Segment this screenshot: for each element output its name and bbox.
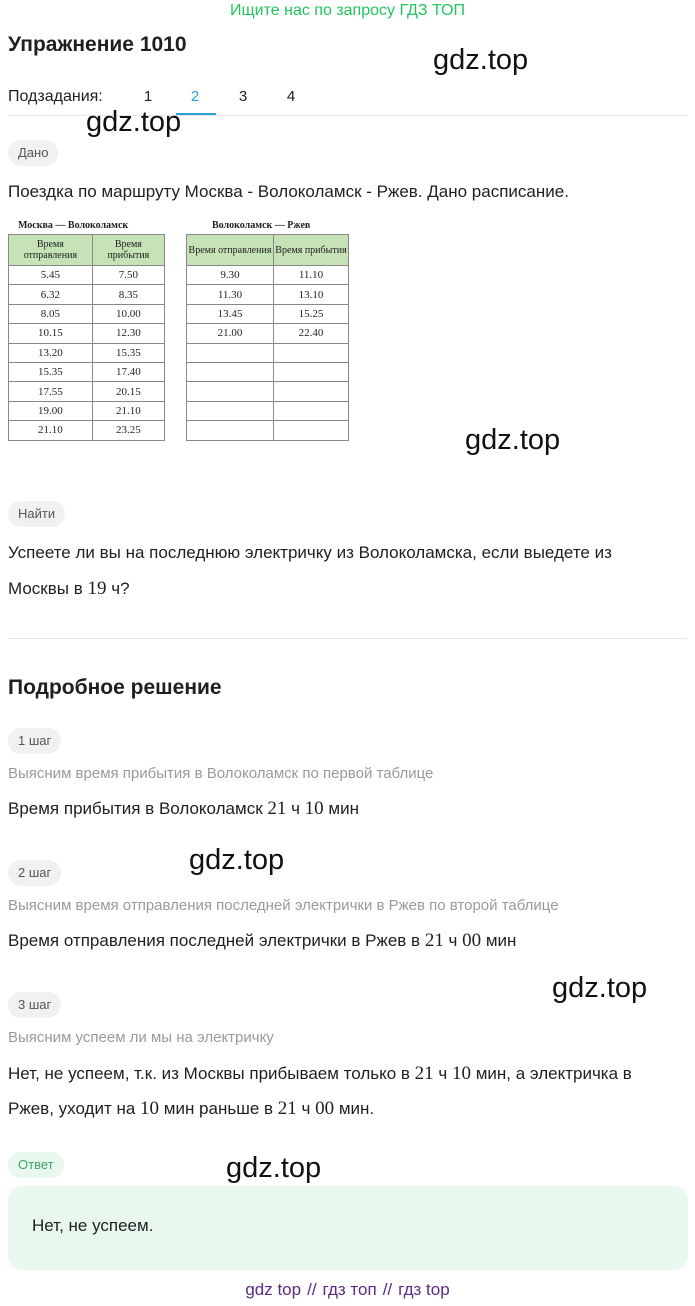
table-row: [187, 285, 349, 304]
table-cell: 8.05: [9, 304, 93, 323]
watermark: gdz.top: [86, 106, 182, 138]
given-tag: Дано: [8, 140, 58, 166]
search-banner[interactable]: Ищите нас по запросу ГДЗ ТОП: [230, 2, 465, 19]
table-cell: 5.45: [9, 266, 93, 285]
table-cell: 12.30: [92, 324, 164, 343]
text-fragment: ч?: [106, 579, 130, 598]
table2-header-arrival: Время прибытия: [273, 235, 348, 266]
table-cell: 21.00: [187, 324, 274, 343]
table-row: [9, 382, 165, 401]
step1-text: [8, 791, 359, 827]
math-number: 10: [140, 1098, 160, 1119]
table-cell: [187, 362, 274, 381]
table-cell: 7.50: [92, 266, 164, 285]
table-row: [187, 304, 349, 323]
text-fragment: Время прибытия в Волоколамск: [8, 799, 268, 818]
footer-separator: //: [382, 1280, 393, 1299]
find-text-line2: [8, 571, 130, 607]
table-row: [9, 304, 165, 323]
text-fragment: ч: [286, 799, 305, 818]
table-cell: 13.20: [9, 343, 93, 362]
footer-link[interactable]: gdz top: [245, 1280, 302, 1299]
table-row: [187, 324, 349, 343]
table-cell: [187, 421, 274, 440]
table-row: [187, 362, 349, 381]
math-number: 21: [267, 798, 287, 819]
footer-link[interactable]: гдз top: [398, 1280, 450, 1299]
find-text-line1: Успеете ли вы на последнюю электричку из Волоколамска, если выедете из: [8, 543, 612, 562]
watermark: gdz.top: [433, 44, 529, 76]
table-row: [9, 324, 165, 343]
math-number: 21: [424, 930, 444, 951]
table-cell: [273, 382, 348, 401]
table-cell: 20.15: [92, 382, 164, 401]
table-row: [9, 285, 165, 304]
given-text: Поездка по маршруту Москва - Волоколамск - Ржев. Дано расписание.: [8, 182, 569, 201]
watermark: gdz.top: [552, 972, 648, 1004]
answer-tag: Ответ: [8, 1152, 64, 1178]
table-cell: [273, 401, 348, 420]
table-cell: 15.35: [9, 362, 93, 381]
step2-tag: 2 шаг: [8, 860, 61, 886]
watermark: gdz.top: [189, 844, 285, 876]
step2-text: [8, 923, 516, 959]
step1-tag: 1 шаг: [8, 728, 61, 754]
table-cell: 21.10: [92, 401, 164, 420]
table-cell: 8.35: [92, 285, 164, 304]
text-fragment: Время отправления последней электрички в Ржев в: [8, 931, 425, 950]
subtasks-label: Подзадания:: [8, 88, 103, 105]
text-fragment: мин.: [334, 1099, 375, 1118]
table2-header-departure: Время отправления: [187, 235, 274, 266]
table-row: [187, 382, 349, 401]
text-fragment: ч: [433, 1064, 452, 1083]
table-cell: 6.32: [9, 285, 93, 304]
table-cell: 10.15: [9, 324, 93, 343]
table-row: [9, 266, 165, 285]
table-cell: 23.25: [92, 421, 164, 440]
table-cell: [187, 401, 274, 420]
table-row: [187, 421, 349, 440]
step2-hint: Выясним время отправления последней электрички в Ржев по второй таблице: [8, 897, 559, 914]
math-number: 21: [414, 1063, 434, 1084]
table-cell: 17.40: [92, 362, 164, 381]
table-cell: [273, 362, 348, 381]
footer-separator: //: [307, 1280, 317, 1299]
text-fragment: Нет, не успеем, т.к. из Москвы прибываем только в: [8, 1064, 415, 1083]
watermark: gdz.top: [465, 424, 561, 456]
table-cell: [273, 421, 348, 440]
subtask-tab-4[interactable]: 4: [286, 88, 296, 105]
footer-links: [0, 1280, 695, 1300]
text-fragment: Ржев, уходит на: [8, 1099, 141, 1118]
table-cell: 19.00: [9, 401, 93, 420]
step3-tag: 3 шаг: [8, 992, 61, 1018]
table-cell: 17.55: [9, 382, 93, 401]
subtask-tab-3[interactable]: 3: [238, 88, 248, 105]
subtask-tab-2[interactable]: 2: [190, 88, 200, 105]
table-row: [9, 343, 165, 362]
table-row: [187, 401, 349, 420]
text-fragment: ч: [443, 931, 463, 950]
table-row: [187, 266, 349, 285]
schedule-table-volokolamsk-rzhev: [186, 234, 349, 441]
find-tag: Найти: [8, 501, 65, 527]
table1-header-arrival: Время прибытия: [92, 235, 164, 266]
text-fragment: ч: [296, 1099, 316, 1118]
text-fragment: мин: [481, 931, 517, 950]
math-number: 00: [462, 930, 482, 951]
table-row: [9, 421, 165, 440]
answer-text: Нет, не успеем.: [32, 1216, 154, 1235]
text-fragment: мин: [323, 799, 359, 818]
math-number: 19: [87, 578, 107, 599]
table1-title: Москва — Волоколамск: [18, 220, 129, 231]
table-cell: 21.10: [9, 421, 93, 440]
step3-hint: Выясним успеем ли мы на электричку: [8, 1029, 274, 1046]
math-number: 21: [277, 1098, 297, 1119]
text-fragment: мин, а электричка в: [470, 1064, 632, 1083]
table-cell: [187, 343, 274, 362]
table-cell: [273, 343, 348, 362]
math-number: 10: [451, 1063, 471, 1084]
math-number: 00: [315, 1098, 335, 1119]
watermark: gdz.top: [226, 1152, 322, 1184]
table-cell: 11.30: [187, 285, 274, 304]
step3-text-line2: [8, 1091, 374, 1127]
text-fragment: мин раньше в: [159, 1099, 278, 1118]
table-cell: 13.45: [187, 304, 274, 323]
table1-header-departure: Время отправления: [9, 235, 93, 266]
step3-text-line1: [8, 1056, 632, 1092]
table-cell: 13.10: [273, 285, 348, 304]
table-cell: 22.40: [273, 324, 348, 343]
step1-hint: Выясним время прибытия в Волоколамск по первой таблице: [8, 765, 434, 782]
table-row: [187, 343, 349, 362]
subtask-tab-1[interactable]: 1: [143, 88, 153, 105]
table-row: [9, 362, 165, 381]
section-divider: [8, 638, 687, 639]
table-cell: [187, 382, 274, 401]
math-number: 10: [304, 798, 324, 819]
table-cell: 15.35: [92, 343, 164, 362]
page-title: Упражнение 1010: [8, 33, 187, 56]
footer-link[interactable]: гдз топ: [322, 1280, 377, 1299]
table2-title: Волоколамск — Ржев: [212, 220, 311, 231]
table-cell: 9.30: [187, 266, 274, 285]
solution-title: Подробное решение: [8, 676, 222, 699]
text-fragment: Москвы в: [8, 579, 88, 598]
table-cell: 15.25: [273, 304, 348, 323]
table-row: [9, 401, 165, 420]
table-cell: 10.00: [92, 304, 164, 323]
schedule-table-moscow-volokolamsk: [8, 234, 165, 441]
table-cell: 11.10: [273, 266, 348, 285]
